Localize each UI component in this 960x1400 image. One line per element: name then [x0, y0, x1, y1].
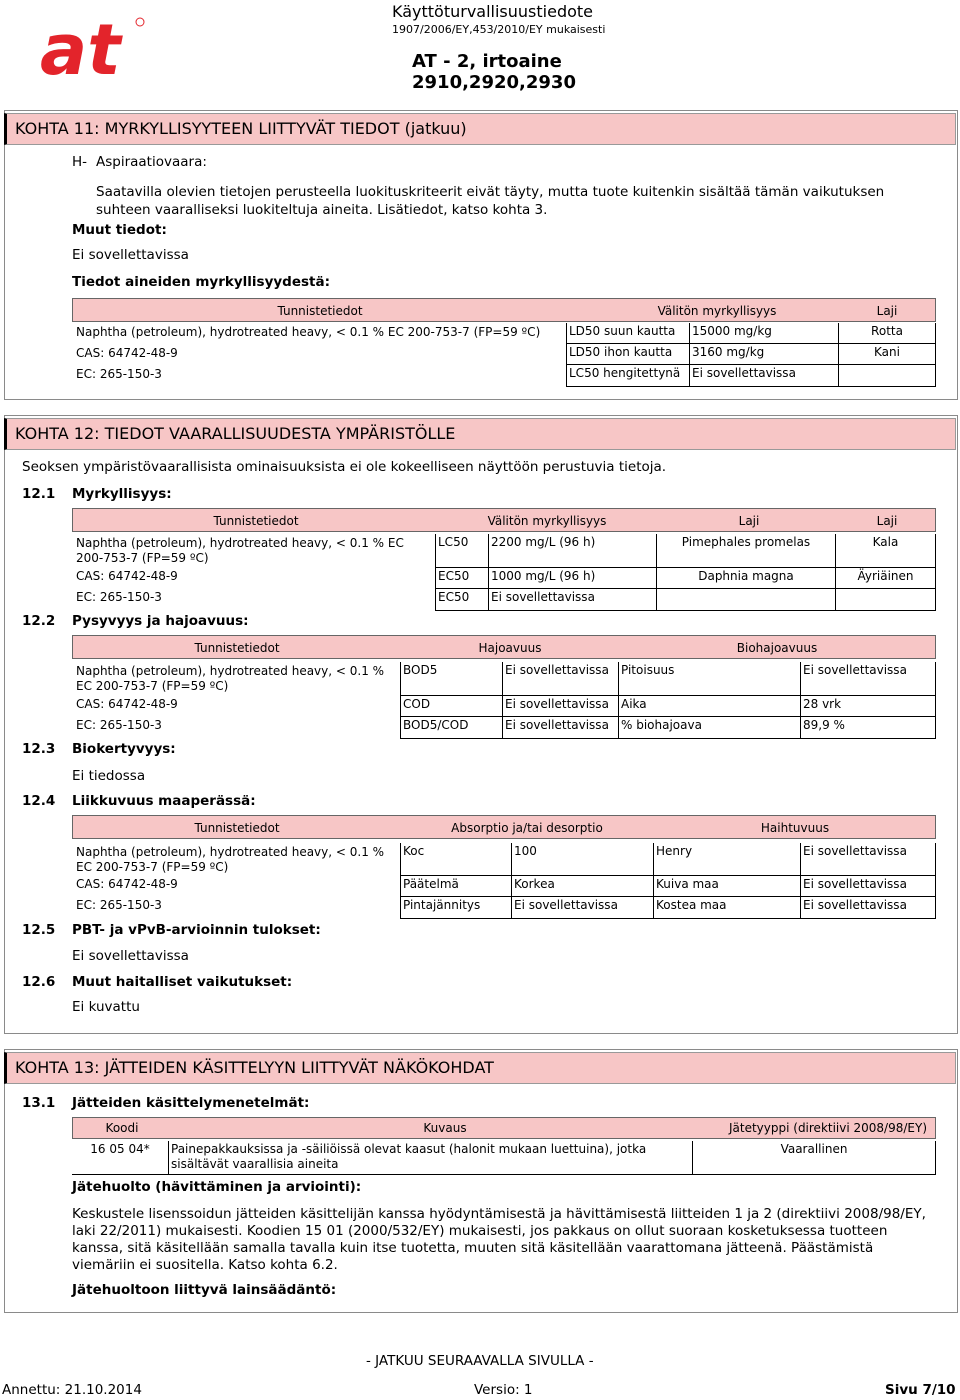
biodeg-param: Aika: [618, 696, 800, 717]
substance-name: Naphtha (petroleum), hydrotreated heavy, < 0.1 % EC 200-753-7 (FP=59 ºC): [76, 325, 541, 339]
col-header: Tunnistetiedot: [213, 514, 299, 528]
col-header: Hajoavuus: [478, 641, 542, 655]
substance-ec: EC: 265-150-3: [76, 590, 162, 604]
ecotox-group: Kala: [836, 534, 936, 568]
absorption-value: Ei sovellettavissa: [511, 897, 653, 919]
waste-description: [168, 1141, 692, 1175]
substance-ec: EC: 265-150-3: [76, 367, 162, 381]
tox-species: [839, 365, 936, 387]
degradation-test: COD: [400, 696, 502, 717]
col-header: Tunnistetiedot: [277, 304, 363, 318]
substance-name: Naphtha (petroleum), hydrotreated heavy, < 0.1 % EC 200-753-7 (FP=59 ºC): [76, 536, 404, 565]
waste-table-header: [72, 1117, 936, 1139]
product-codes: 2910,2920,2930: [412, 72, 576, 93]
col-header: Kuvaus: [423, 1121, 467, 1135]
waste-management-title: Jätehuolto (hävittäminen ja arviointi):: [72, 1179, 362, 1195]
bioaccumulation-value: Ei tiedossa: [72, 768, 146, 784]
col-header: Biohajoavuus: [736, 641, 818, 655]
ecotox-test: EC50: [435, 589, 488, 611]
substance-name: Naphtha (petroleum), hydrotreated heavy, < 0.1 % EC 200-753-7 (FP=59 ºC): [76, 845, 385, 874]
other-effects-value: Ei kuvattu: [72, 999, 140, 1015]
subsection-title: Jätteiden käsittelymenetelmät:: [72, 1095, 310, 1111]
substance-cas: CAS: 64742-48-9: [76, 877, 178, 891]
document-title: Käyttöturvallisuustiedote: [392, 2, 593, 21]
substance-ec: EC: 265-150-3: [76, 718, 162, 732]
tox-species: Kani: [839, 344, 936, 365]
substance-cas: CAS: 64742-48-9: [76, 697, 178, 711]
ecotox-species: [656, 589, 836, 611]
waste-legislation-title: Jätehuoltoon liittyvä lainsäädäntö:: [72, 1282, 337, 1298]
section-11-title: KOHTA 11: MYRKYLLISYYTEEN LIITTYVÄT TIEDOT (jatkuu): [4, 113, 956, 145]
ecotox-species: Daphnia magna: [656, 568, 836, 589]
tox-value: 3160 mg/kg: [689, 344, 839, 365]
subsection-title: Biokertyvyys:: [72, 741, 176, 757]
absorption-param: Koc: [400, 843, 511, 876]
waste-type: Vaarallinen: [692, 1141, 936, 1175]
waste-code: 16 05 04*: [72, 1141, 168, 1175]
tox-test: LC50 hengitettynä: [566, 365, 689, 387]
section-12-title: KOHTA 12: TIEDOT VAARALLISUUDESTA YMPÄRISTÖLLE: [4, 418, 956, 450]
subsection-title: PBT- ja vPvB-arvioinnin tulokset:: [72, 922, 321, 938]
waste-management-text: Keskustele lisenssoidun jätteiden käsittelijän kanssa hyödyntämisestä ja hävittämisestä liitteiden 1 ja 2 (direktiivi 2008/98/EY, laki 22/2011) mukaisesti. Koodien 15 01 (2000/532/EY) mukaisesti, jos pakkaus on ollut suoraan kosketuksessa tuotteen kanssa, sitä käsitellään samalla tavalla kuin itse tuotetta, muuten sitä käsitellään vaarattomana jätteenä. Päästämistä viemäriin ei suositella. Katso kohta 6.2.: [72, 1206, 926, 1273]
regulation-text: 1907/2006/EY,453/2010/EY mukaisesti: [392, 23, 606, 36]
absorption-param: Pintajännitys: [400, 897, 511, 919]
substance-ec: EC: 265-150-3: [76, 898, 162, 912]
subsection-title: Myrkyllisyys:: [72, 486, 172, 502]
tox-value: Ei sovellettavissa: [689, 365, 839, 387]
continue-note: - JATKUU SEURAAVALLA SIVULLA -: [366, 1353, 594, 1369]
col-header: Tunnistetiedot: [194, 821, 280, 835]
ecotox-test: EC50: [435, 568, 488, 589]
issued-date: Annettu: 21.10.2014: [2, 1382, 142, 1398]
ecotox-table-header: [72, 508, 936, 532]
logo-text: at: [40, 14, 121, 82]
volatility-value: Ei sovellettavissa: [800, 843, 936, 876]
biodeg-param: % biohajoava: [618, 717, 800, 739]
volatility-param: Kostea maa: [653, 897, 800, 919]
degradation-table-header: [72, 635, 936, 659]
ecotox-species: Pimephales promelas: [656, 534, 836, 568]
aspiration-title: Aspiraatiovaara:: [96, 154, 207, 170]
volatility-value: Ei sovellettavissa: [800, 876, 936, 897]
degradation-value: Ei sovellettavissa: [502, 696, 618, 717]
absorption-param: Päätelmä: [400, 876, 511, 897]
subsection-number: 12.5: [22, 922, 56, 938]
tox-test: LD50 suun kautta: [566, 323, 689, 344]
subsection-number: 12.1: [22, 486, 56, 502]
degradation-value: Ei sovellettavissa: [502, 717, 618, 739]
absorption-value: Korkea: [511, 876, 653, 897]
subsection-number: 12.2: [22, 613, 56, 629]
tox-test: LD50 ihon kautta: [566, 344, 689, 365]
degradation-test: BOD5: [400, 662, 502, 696]
col-header: Tunnistetiedot: [194, 641, 280, 655]
col-header: Laji: [876, 514, 898, 528]
substance-name: Naphtha (petroleum), hydrotreated heavy, < 0.1 % EC 200-753-7 (FP=59 ºC): [76, 664, 385, 693]
degradation-value: Ei sovellettavissa: [502, 662, 618, 696]
volatility-param: Henry: [653, 843, 800, 876]
mobility-table-header: [72, 815, 936, 839]
aspiration-text: Saatavilla olevien tietojen perusteella luokituskriteerit eivät täyty, mutta tuote kuitenkin sisältää tämän vaikutuksen suhteen vaaralliseksi luokiteltuja aineita. Lisätiedot, katso kohta 3.: [96, 184, 885, 218]
volatility-value: Ei sovellettavissa: [800, 897, 936, 919]
volatility-param: Kuiva maa: [653, 876, 800, 897]
ecotox-group: Äyriäinen: [836, 568, 936, 589]
col-header: Laji: [876, 304, 898, 318]
biodeg-param: Pitoisuus: [618, 662, 800, 696]
aspiration-label: H-: [72, 154, 88, 170]
ecotox-value: 1000 mg/L (96 h): [488, 568, 656, 589]
pbt-value: Ei sovellettavissa: [72, 948, 189, 964]
tox-species: Rotta: [839, 323, 936, 344]
absorption-value: 100: [511, 843, 653, 876]
col-header: Laji: [738, 514, 760, 528]
subsection-title: Muut haitalliset vaikutukset:: [72, 974, 293, 990]
tox-table-header: [72, 298, 936, 322]
section-13-title: KOHTA 13: JÄTTEIDEN KÄSITTELYYN LIITTYVÄT NÄKÖKOHDAT: [4, 1052, 956, 1084]
degradation-test: BOD5/COD: [400, 717, 502, 739]
substance-cas: CAS: 64742-48-9: [76, 346, 178, 360]
col-header: Jätetyyppi (direktiivi 2008/98/EY): [728, 1121, 928, 1135]
biodeg-value: 89,9 %: [800, 717, 936, 739]
biodeg-value: 28 vrk: [800, 696, 936, 717]
tox-value: 15000 mg/kg: [689, 323, 839, 344]
subsection-number: 12.3: [22, 741, 56, 757]
biodeg-value: Ei sovellettavissa: [800, 662, 936, 696]
substance-cas: CAS: 64742-48-9: [76, 569, 178, 583]
section-12-intro: Seoksen ympäristövaarallisista ominaisuuksista ei ole kokeelliseen näyttöön perustuvia tietoja.: [22, 459, 667, 475]
subsection-title: Liikkuvuus maaperässä:: [72, 793, 256, 809]
tox-info-title: Tiedot aineiden myrkyllisyydestä:: [72, 274, 330, 290]
ecotox-value: Ei sovellettavissa: [488, 589, 656, 611]
page-number: Sivu 7/10: [885, 1382, 956, 1398]
col-header: Välitön myrkyllisyys: [487, 514, 607, 528]
other-info-value: Ei sovellettavissa: [72, 247, 189, 263]
version: Versio: 1: [474, 1382, 533, 1398]
ecotox-test: LC50: [435, 534, 488, 568]
col-header: Koodi: [105, 1121, 139, 1135]
col-header: Välitön myrkyllisyys: [657, 304, 777, 318]
col-header: Haihtuvuus: [760, 821, 830, 835]
other-info-title: Muut tiedot:: [72, 222, 167, 238]
subsection-number: 12.6: [22, 974, 56, 990]
subsection-number: 12.4: [22, 793, 56, 809]
ecotox-value: 2200 mg/L (96 h): [488, 534, 656, 568]
waste-description-text: Painepakkauksissa ja -säiliöissä olevat kaasut (halonit mukaan luettuina), jotka sisältävät vaarallisia aineita: [171, 1142, 647, 1171]
col-header: Absorptio ja/tai desorptio: [451, 821, 603, 835]
subsection-title: Pysyvyys ja hajoavuus:: [72, 613, 249, 629]
product-name: AT - 2, irtoaine: [412, 51, 562, 72]
ecotox-group: [836, 589, 936, 611]
company-logo: [40, 14, 150, 82]
subsection-number: 13.1: [22, 1095, 56, 1111]
